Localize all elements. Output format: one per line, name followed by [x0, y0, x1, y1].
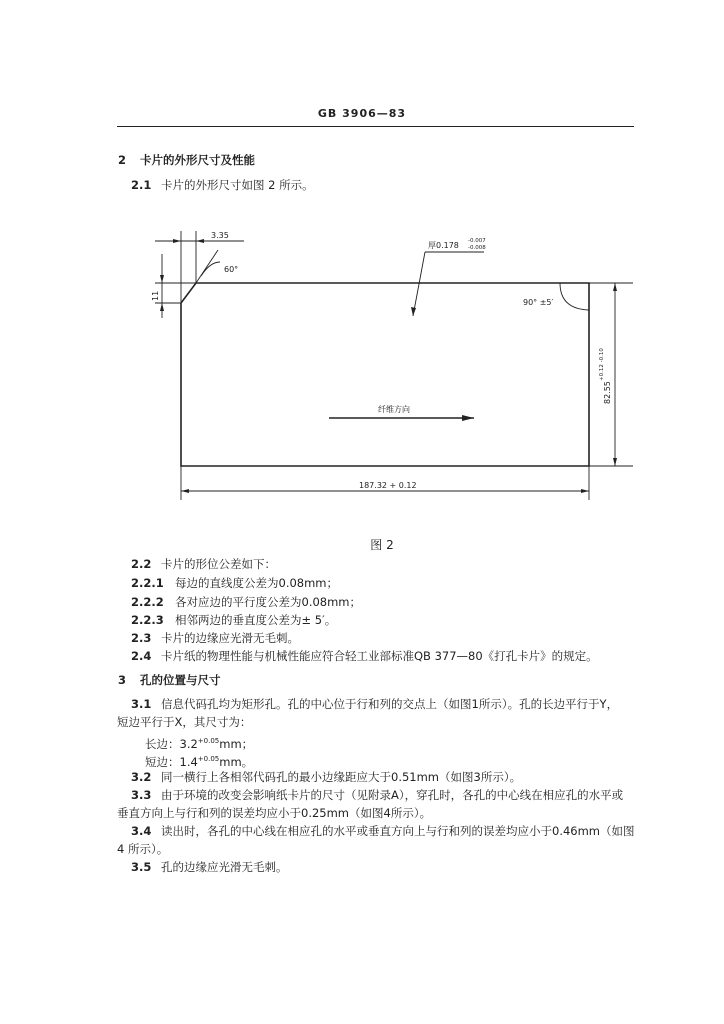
- dim-82-55-tol: +0.12 -0.10: [599, 348, 605, 381]
- item-text: 相邻两边的垂直度公差为± 5′。: [175, 613, 337, 627]
- long-edge-spec: [145, 733, 253, 752]
- section-2-number: 2: [118, 153, 127, 167]
- item-number: 2.4: [131, 649, 152, 663]
- standard-code-header: GB 3906—83: [317, 107, 407, 120]
- short-edge-label: 短边：1.4: [145, 755, 198, 769]
- item-2-2-2: [131, 594, 361, 610]
- long-edge-unit: mm；: [219, 737, 254, 751]
- short-edge-tolerance: +0.05: [197, 755, 220, 763]
- item-text: 卡片纸的物理性能与机械性能应符合轻工业部标准QB 377—80《打孔卡片》的规定。: [161, 649, 598, 663]
- angle-90-label: 90° ±5′: [523, 298, 554, 307]
- para-3-1-line1: [131, 696, 618, 712]
- item-text: 各对应边的平行度公差为0.08mm；: [175, 595, 362, 609]
- dim-3-35-label: 3.35: [211, 231, 229, 240]
- para-3-4-line1: [131, 823, 635, 839]
- thickness-label: 厚0.178: [428, 241, 459, 250]
- item-2-1-text: 卡片的外形尺寸如图 2 所示。: [161, 178, 314, 192]
- para-3-1-text: 信息代码孔均为矩形孔。孔的中心位于行和列的交点上（如图1所示）。孔的长边平行于Y，: [161, 697, 619, 711]
- item-2-2: [131, 556, 276, 572]
- item-number: 2.3: [131, 631, 152, 645]
- item-2-1-number: 2.1: [131, 178, 152, 192]
- para-3-2-number: 3.2: [131, 770, 152, 784]
- para-3-5-text: 孔的边缘应光滑无毛刺。: [161, 860, 288, 874]
- para-3-1-line2: 短边平行于X，其尺寸为：: [117, 715, 252, 729]
- card-outline: [181, 283, 589, 466]
- item-text: 每边的直线度公差为0.08mm；: [175, 576, 339, 590]
- figure-2-caption: 图 2: [370, 538, 394, 552]
- short-edge-unit: mm。: [219, 755, 254, 769]
- para-3-3-line2: 垂直方向上与行和列的误差均应小于0.25mm（如图4所示）。: [117, 806, 432, 820]
- para-3-4-line2: 4 所示）。: [117, 842, 169, 856]
- thickness-tol-lower: -0.008: [468, 245, 486, 251]
- item-2-2-3: [131, 612, 336, 628]
- item-2-2-1: [131, 575, 338, 591]
- item-2-4: [131, 648, 598, 664]
- para-3-3-number: 3.3: [131, 788, 152, 802]
- item-number: 2.2.1: [131, 576, 164, 590]
- para-3-1-number: 3.1: [131, 697, 152, 711]
- para-3-5-number: 3.5: [131, 860, 152, 874]
- long-edge-label: 长边：3.2: [145, 737, 198, 751]
- dim-width-label: 187.32 + 0.12: [359, 481, 417, 490]
- dim-11-label: 11: [151, 290, 160, 301]
- long-edge-tolerance: +0.05: [197, 737, 220, 745]
- para-3-4-number: 3.4: [131, 824, 152, 838]
- item-number: 2.2.2: [131, 595, 164, 609]
- section-3-heading: [118, 672, 221, 688]
- section-2-title: 卡片的外形尺寸及性能: [140, 153, 255, 167]
- para-3-3-line1: [131, 787, 623, 803]
- item-number: 2.2.3: [131, 613, 164, 627]
- item-text: 卡片的形位公差如下：: [161, 557, 276, 571]
- dim-82-55-label: 82.55: [603, 381, 612, 404]
- para-3-3-text: 由于环境的改变会影响纸卡片的尺寸（见附录A），穿孔时，各孔的中心线在相应孔的水平或: [161, 788, 624, 802]
- item-number: 2.2: [131, 557, 152, 571]
- angle-60-label: 60°: [224, 265, 239, 274]
- section-3-title: 孔的位置与尺寸: [140, 673, 221, 687]
- section-3-number: 3: [118, 673, 127, 687]
- item-text: 卡片的边缘应光滑无毛刺。: [161, 631, 299, 645]
- para-3-5: [131, 859, 288, 875]
- para-3-4-text: 读出时，各孔的中心线在相应孔的水平或垂直方向上与行和列的误差均应小于0.46mm（如图: [161, 824, 635, 838]
- grain-direction-label: 纤维方向: [378, 405, 410, 414]
- para-3-2-text: 同一横行上各相邻代码孔的最小边缘距应大于0.51mm（如图3所示）。: [161, 770, 522, 784]
- item-2-3: [131, 630, 299, 646]
- short-edge-spec: [145, 751, 253, 770]
- para-3-2: [131, 769, 521, 785]
- thickness-tol-upper: -0.007: [468, 238, 486, 244]
